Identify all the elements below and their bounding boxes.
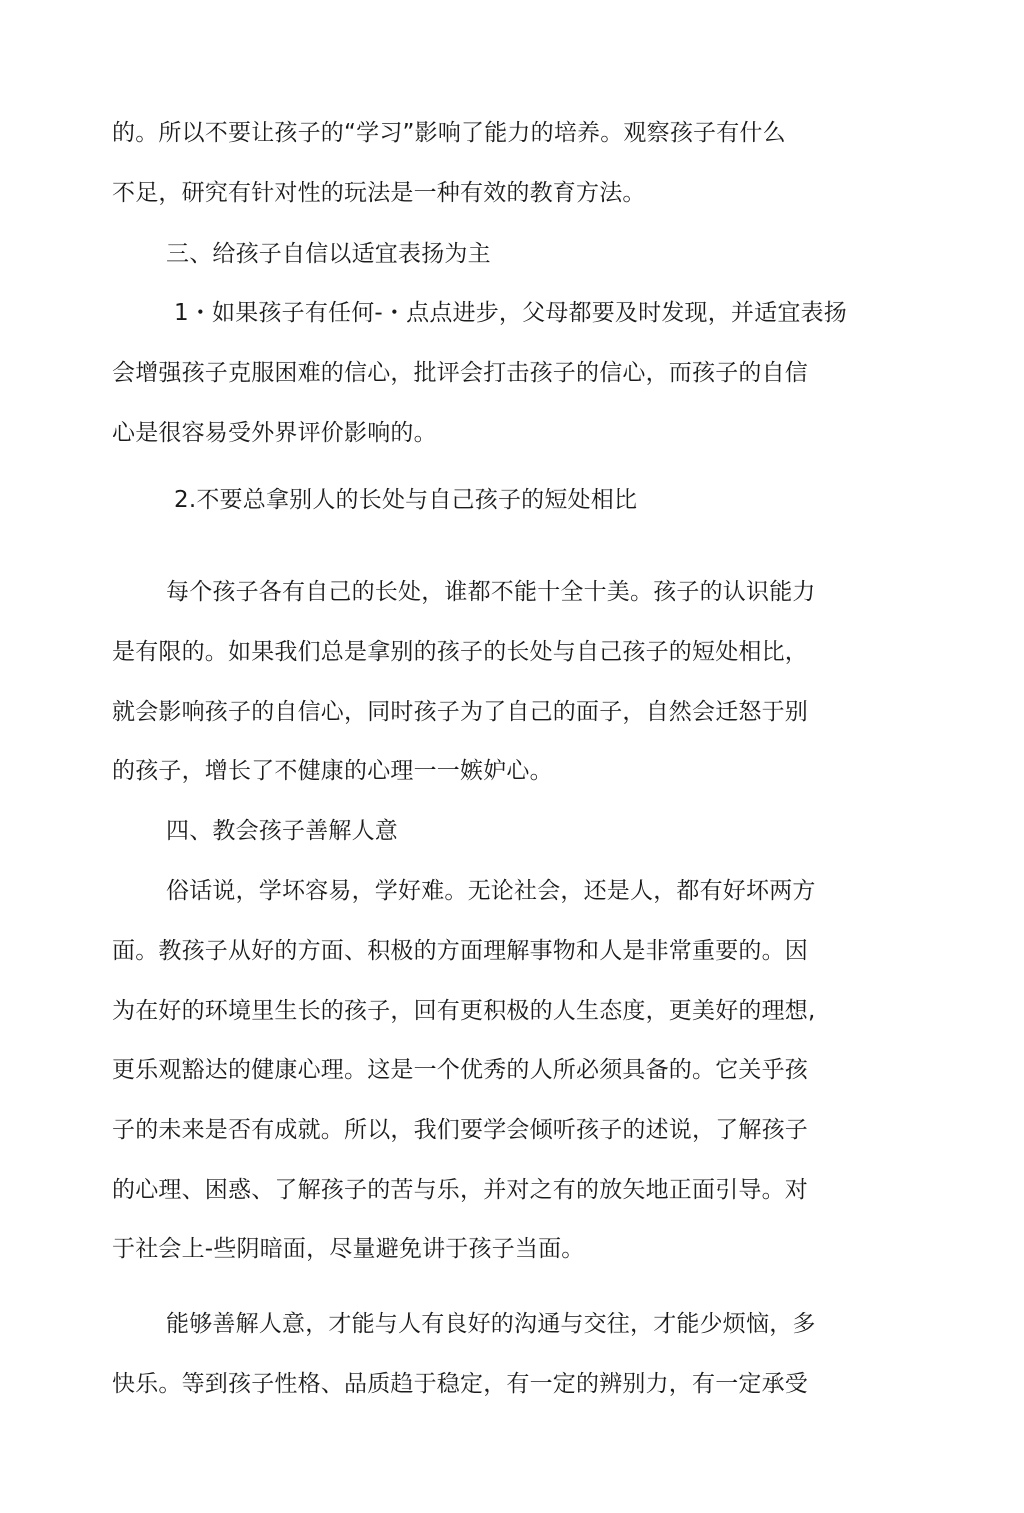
paragraph-line: 的心理、困惑、了解孩子的苦与乐，并对之有的放矢地正面引导。对 bbox=[112, 1177, 808, 1203]
paragraph-line: 面。教孩子从好的方面、积极的方面理解事物和人是非常重要的。因 bbox=[112, 938, 808, 964]
section-heading: 四、教会孩子善解人意 bbox=[166, 818, 398, 844]
paragraph-line: 为在好的环境里生长的孩子，回有更积极的人生态度，更美好的理想, bbox=[112, 998, 816, 1024]
paragraph-line: 能够善解人意，才能与人有良好的沟通与交往，才能少烦恼，多 bbox=[166, 1311, 816, 1337]
paragraph-line: 俗话说，学坏容易，学好难。无论社会，还是人，都有好坏两方 bbox=[166, 878, 816, 904]
paragraph-line: 是有限的。如果我们总是拿别的孩子的长处与自己孩子的短处相比， bbox=[112, 639, 808, 665]
numbered-item: 1・如果孩子有任何-・点点进步，父母都要及时发现，并适宜表扬 bbox=[174, 300, 847, 326]
paragraph-line: 每个孩子各有自己的长处，谁都不能十全十美。孩子的认识能力 bbox=[166, 579, 816, 605]
paragraph-line: 不足，研究有针对性的玩法是一种有效的教育方法。 bbox=[112, 180, 646, 206]
paragraph-line: 会增强孩子克服困难的信心，批评会打击孩子的信心，而孩子的自信 bbox=[112, 360, 808, 386]
paragraph-line: 更乐观豁达的健康心理。这是一个优秀的人所必须具备的。它关乎孩 bbox=[112, 1057, 808, 1083]
paragraph-line: 心是很容易受外界评价影响的。 bbox=[112, 420, 437, 446]
paragraph-line: 的孩子，增长了不健康的心理一一嫉妒心。 bbox=[112, 758, 553, 784]
paragraph-line: 于社会上-些阴暗面，尽量避免讲于孩子当面。 bbox=[112, 1236, 585, 1262]
paragraph-line: 快乐。等到孩子性格、品质趋于稳定，有一定的辨别力，有一定承受 bbox=[112, 1371, 808, 1397]
paragraph-line: 就会影响孩子的自信心，同时孩子为了自己的面子，自然会迁怒于别 bbox=[112, 699, 808, 725]
numbered-item: 2.不要总拿别人的长处与自己孩子的短处相比 bbox=[174, 487, 638, 513]
section-heading: 三、给孩子自信以适宜表扬为主 bbox=[166, 241, 491, 267]
paragraph-line: 的。所以不要让孩子的“学习”影响了能力的培养。观察孩子有什么 bbox=[112, 120, 786, 146]
paragraph-line: 子的未来是否有成就。所以，我们要学会倾听孩子的述说，了解孩子 bbox=[112, 1117, 808, 1143]
